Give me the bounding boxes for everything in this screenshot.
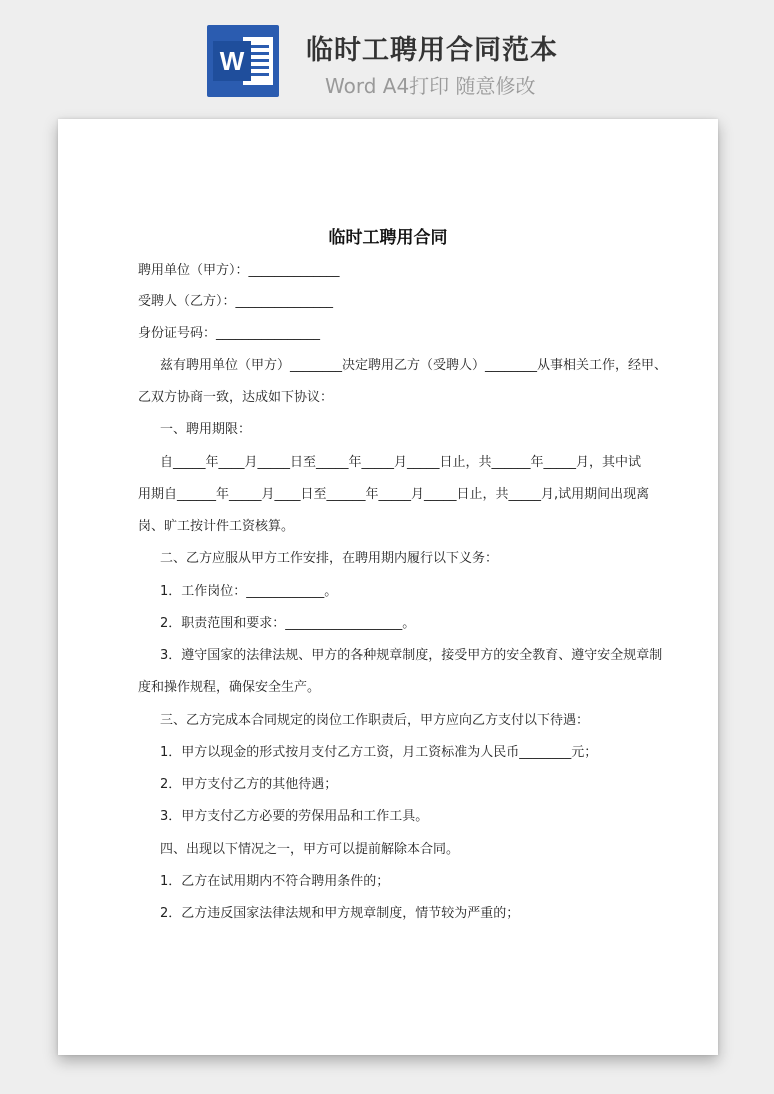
list-item: 3．遵守国家的法律法规、甲方的各种规章制度，接受甲方的安全教育、遵守安全规章制 xyxy=(160,648,663,663)
banner xyxy=(0,0,774,110)
banner-title: 临时工聘用合同范本 xyxy=(306,35,558,66)
id-number-field-line: 身份证号码：________________ xyxy=(138,326,321,341)
list-item: 2．职责范围和要求：__________________。 xyxy=(160,616,416,631)
section-heading: 三、乙方完成本合同规定的岗位工作职责后，甲方应向乙方支付以下待遇： xyxy=(160,713,590,728)
list-item: 1．工作岗位：____________。 xyxy=(160,584,338,599)
employer-field-line: 聘用单位（甲方）：______________ xyxy=(138,263,340,278)
list-item: 1．甲方以现金的形式按月支付乙方工资，月工资标准为人民币________元； xyxy=(160,745,598,760)
banner-subtitle: Word A4打印 随意修改 xyxy=(325,74,536,98)
employee-field-line: 受聘人（乙方）：_______________ xyxy=(138,294,334,309)
paragraph-line: 用期自______年_____月____日至______年_____月_____日止，共_____月,试用期间出现离 xyxy=(138,487,650,502)
word-doc-icon xyxy=(207,25,279,97)
list-item: 3．甲方支付乙方必要的劳保用品和工作工具。 xyxy=(160,809,429,824)
paragraph-line: 兹有聘用单位（甲方）________决定聘用乙方（受聘人）________从事相关工作，经甲、 xyxy=(160,358,668,373)
list-item: 2．甲方支付乙方的其他待遇； xyxy=(160,777,338,792)
list-item: 2．乙方违反国家法律法规和甲方规章制度，情节较为严重的； xyxy=(160,906,520,921)
paragraph-line: 岗、旷工按计件工资核算。 xyxy=(138,519,295,534)
list-item: 1．乙方在试用期内不符合聘用条件的； xyxy=(160,874,390,889)
svg-text:W: W xyxy=(219,46,245,76)
document-title: 临时工聘用合同 xyxy=(328,228,448,248)
document-page xyxy=(58,119,718,1055)
section-heading: 四、出现以下情况之一，甲方可以提前解除本合同。 xyxy=(160,842,460,857)
paragraph-line: 乙双方协商一致，达成如下协议： xyxy=(138,390,334,405)
section-heading: 二、乙方应服从甲方工作安排，在聘用期内履行以下义务： xyxy=(160,551,499,566)
paragraph-line: 度和操作规程，确保安全生产。 xyxy=(138,680,321,695)
paragraph-line: 自_____年____月_____日至_____年_____月_____日止，共______年_____月，其中试 xyxy=(160,455,642,470)
section-heading: 一、聘用期限： xyxy=(160,422,252,437)
